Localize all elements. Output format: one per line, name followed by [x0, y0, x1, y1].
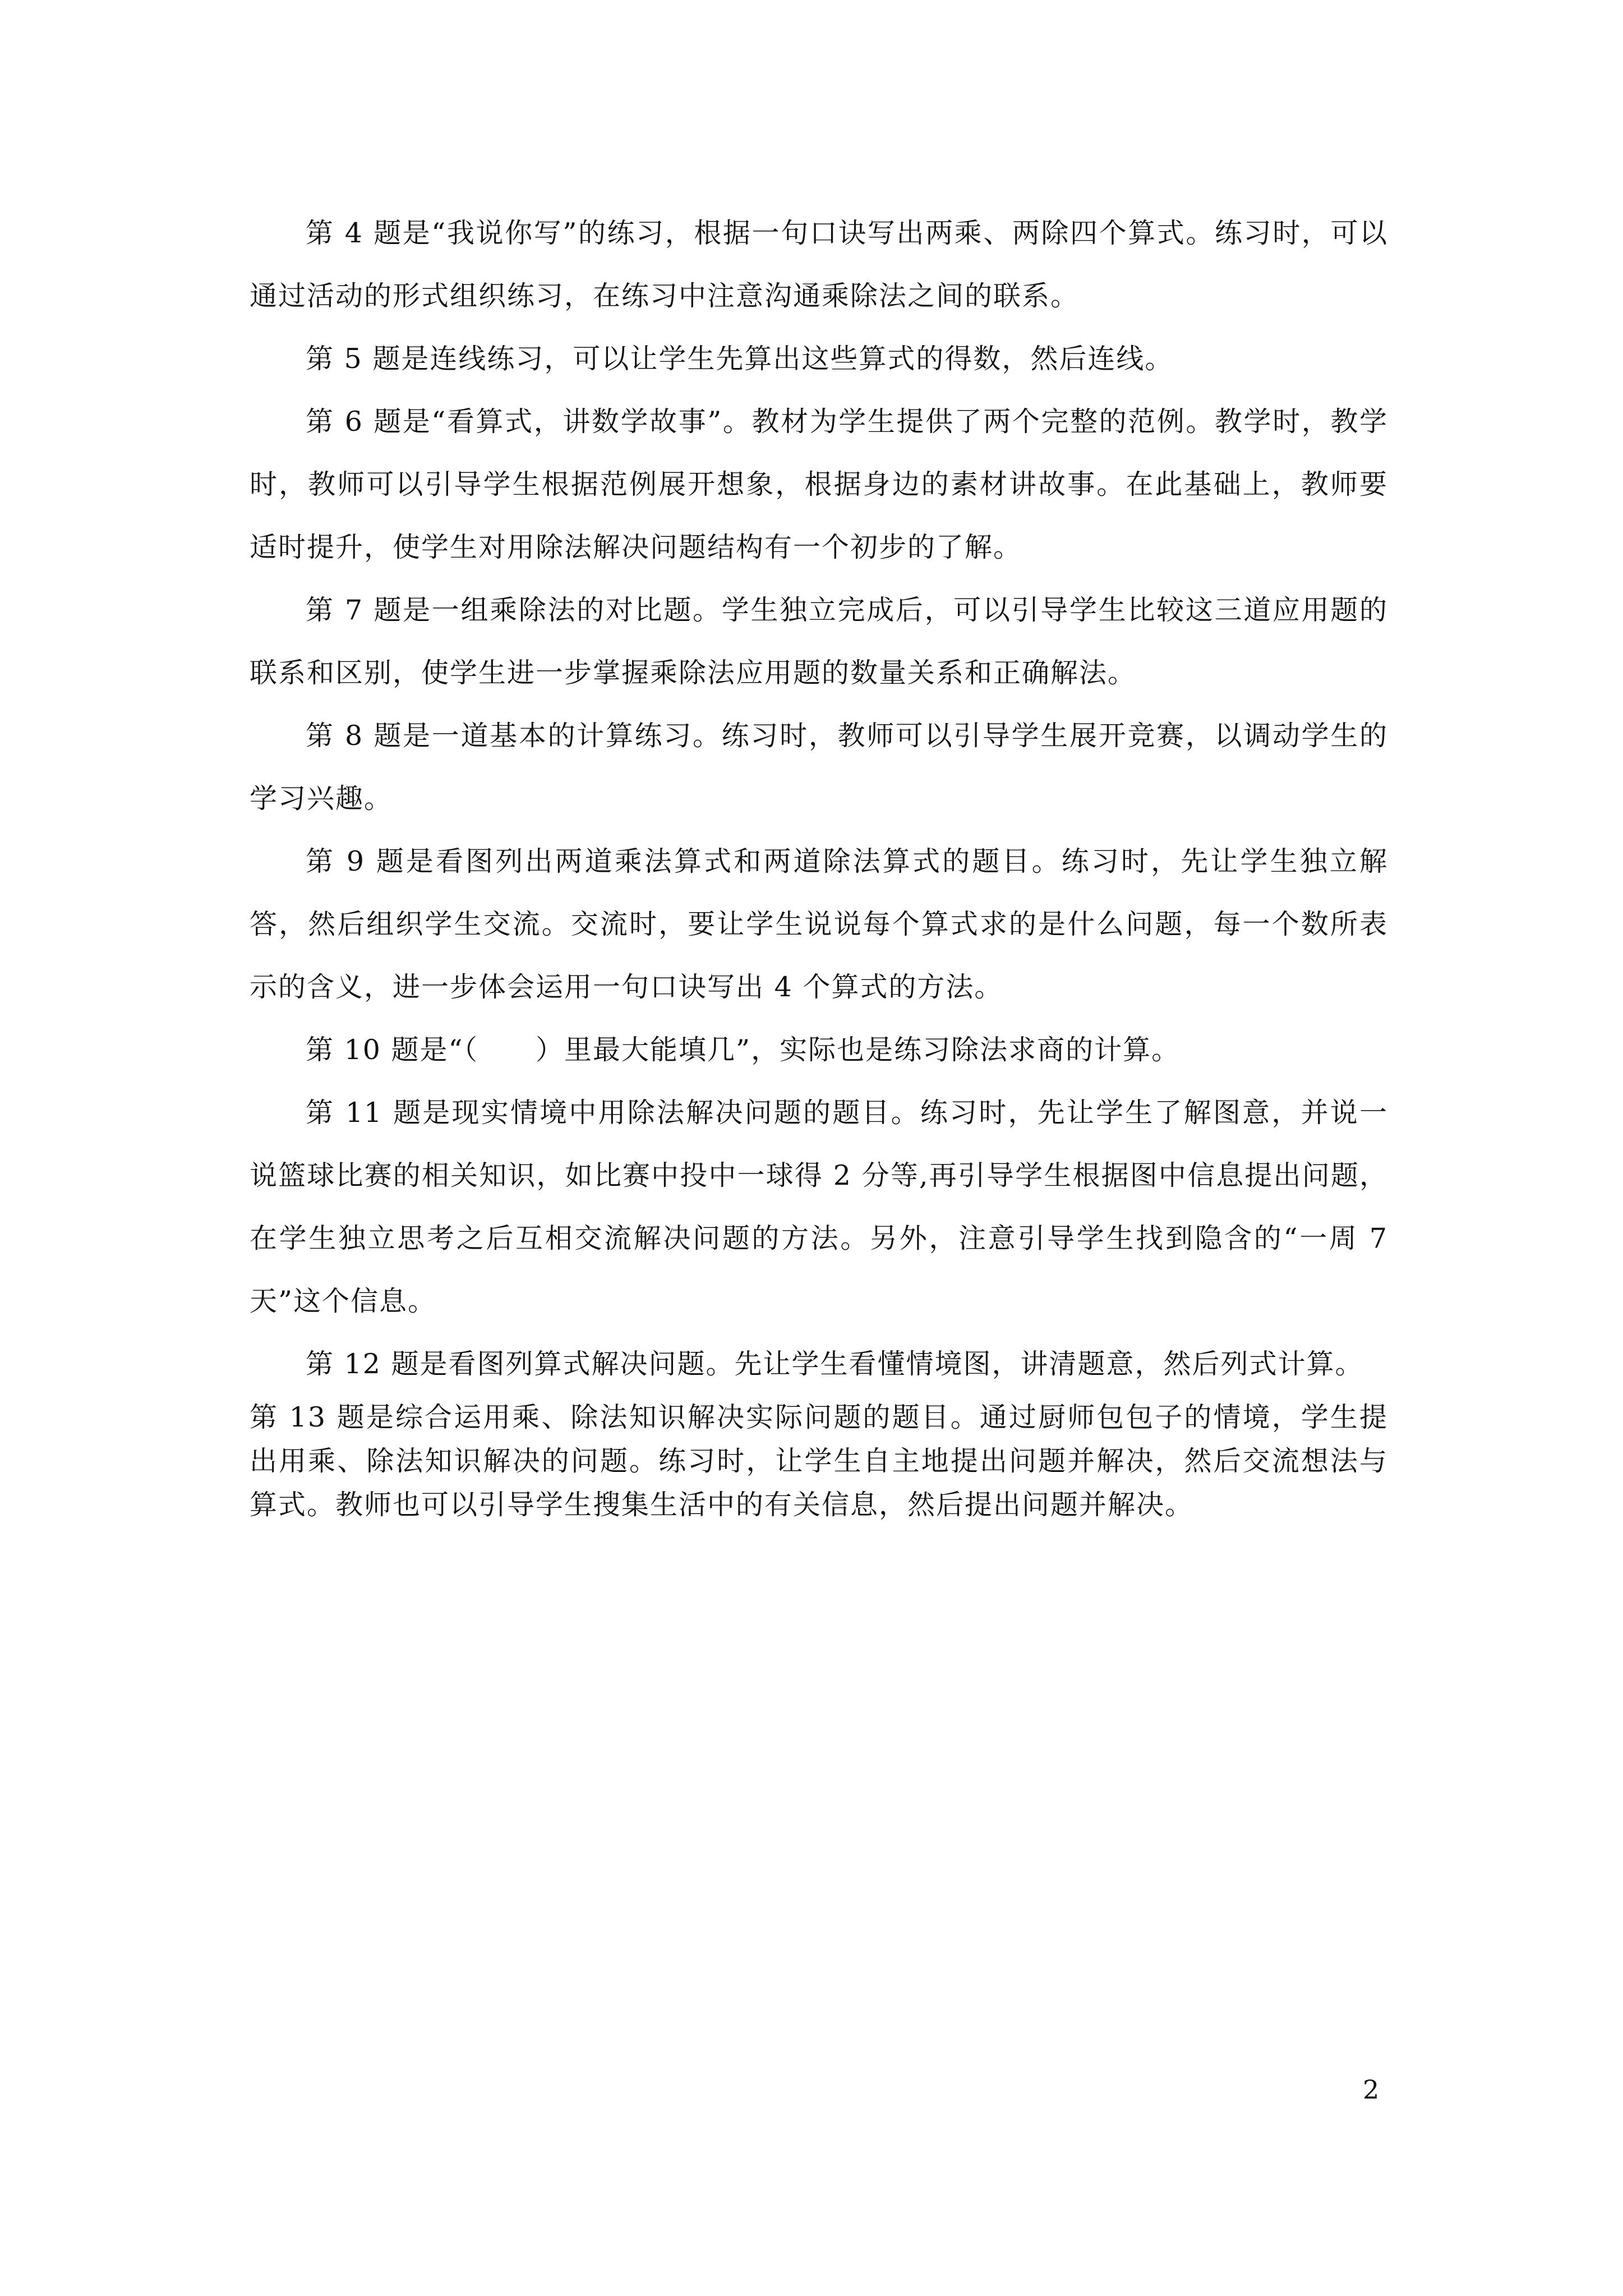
paragraph-problem-10: 第 10 题是“（ ）里最大能填几”，实际也是练习除法求商的计算。 — [306, 1034, 1181, 1066]
page-number: 2 — [1363, 2074, 1380, 2105]
paragraph-problem-9: 第 9 题是看图列出两道乘法算式和两道除法算式的题目。练习时，先让学生独立解答，然后组织学生交流。交流时，要让学生说说每个算式求的是什么问题，每一个数所表示的含义，进一步体会运用一句口诀写出 4 个算式的方法。 — [250, 845, 1388, 1003]
paragraph-problem-6: 第 6 题是“看算式，讲数学故事”。教材为学生提供了两个完整的范例。教学时，教学时，教师可以引导学生根据范例展开想象，根据身边的素材讲故事。在此基础上，教师要适时提升，使学生对用除法解决问题结构有一个初步的了解。 — [250, 406, 1388, 563]
paragraph-problem-11: 第 11 题是现实情境中用除法解决问题的题目。练习时，先让学生了解图意，并说一说篮球比赛的相关知识，如比赛中投中一球得 2 分等,再引导学生根据图中信息提出问题，在学生独立思考之后互相交流解决问题的方法。另外，注意引导学生找到隐含的“一周 7 天”这个信息。 — [250, 1097, 1388, 1317]
paragraph-problem-12: 第 12 题是看图列算式解决问题。先让学生看懂情境图，讲清题意，然后列式计算。 — [306, 1348, 1364, 1380]
paragraph-problem-7: 第 7 题是一组乘除法的对比题。学生独立完成后，可以引导学生比较这三道应用题的联系和区别，使学生进一步掌握乘除法应用题的数量关系和正确解法。 — [250, 594, 1388, 689]
paragraph-problem-5: 第 5 题是连线练习，可以让学生先算出这些算式的得数，然后连线。 — [306, 343, 1174, 375]
paragraph-problem-4: 第 4 题是“我说你写”的练习，根据一句口诀写出两乘、两除四个算式。练习时，可以通过活动的形式组织练习，在练习中注意沟通乘除法之间的联系。 — [250, 217, 1388, 312]
paragraph-problem-8: 第 8 题是一道基本的计算练习。练习时，教师可以引导学生展开竞赛，以调动学生的学习兴趣。 — [250, 720, 1388, 815]
paragraph-problem-13: 第 13 题是综合运用乘、除法知识解决实际问题的题目。通过厨师包包子的情境，学生提出用乘、除法知识解决的问题。练习时，让学生自主地提出问题并解决，然后交流想法与算式。教师也可以引导学生搜集生活中的有关信息，然后提出问题并解决。 — [250, 1401, 1388, 1521]
document-body — [250, 202, 1388, 1527]
